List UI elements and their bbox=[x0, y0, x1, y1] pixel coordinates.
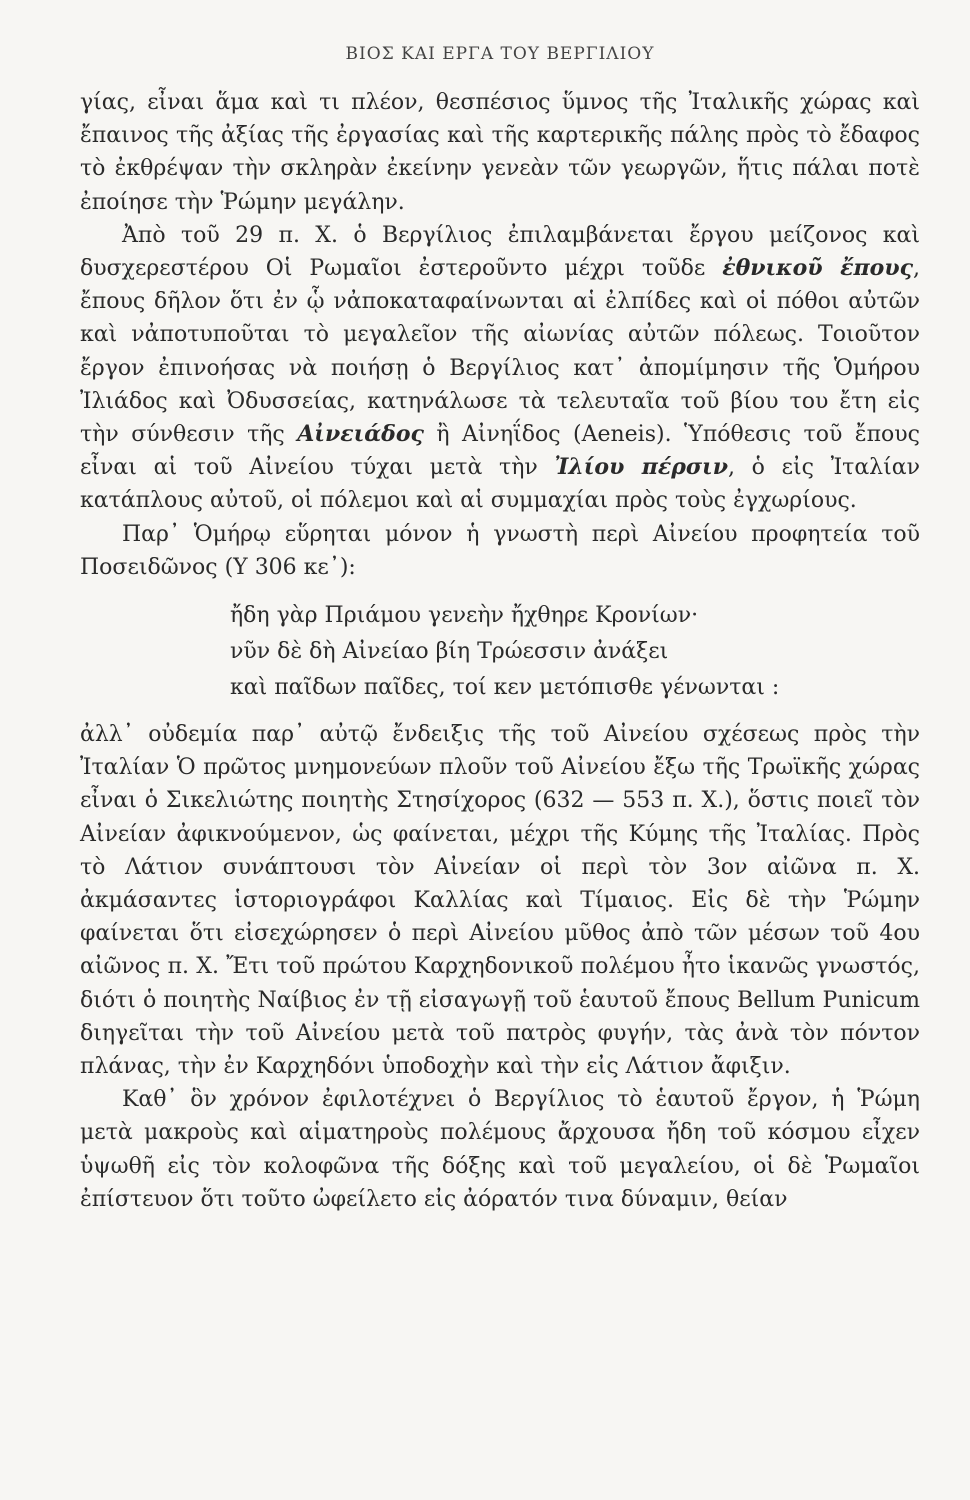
paragraph-2-text-c: , ἔπους δῆλον ὅτι ἐν ᾧ νἀποκαταφαίνωνται αἱ ἐλπίδες καὶ οἱ πόθοι αὐτῶν καὶ νἀποτυποῦται τὸ μεγαλεῖον τῆς αἰωνίας αὐτῶν πόλεως. Τοιοῦτον ἔργον ἐπινοήσας νὰ ποιήσῃ ὁ Βεργίλιος κατ᾿ ἀπομίμησιν τῆς Ὁμήρου Ἰλιάδος καὶ Ὀδυσσείας, κατηνάλωσε τὰ τελευταῖα τοῦ βίου του ἔτη εἰς τὴν σύνθεσιν τῆς bbox=[80, 256, 920, 448]
verse-line: καὶ παῖδων παῖδες, τοί κεν μετόπισθε γένωνται : bbox=[230, 675, 780, 701]
paragraph-2 bbox=[80, 219, 920, 518]
emphasis-iliou-persin: Ἰλίου πέρσιν bbox=[554, 454, 728, 481]
paragraph-4: ἀλλ᾿ οὐδεμία παρ᾿ αὐτῷ ἔνδειξις τῆς τοῦ Αἰνείου σχέσεως πρὸς τὴν Ἰταλίαν Ὁ πρῶτος μνημονεύων πλοῦν τοῦ Αἰνείου ἔξω τῆς Τρωϊκῆς χώρας εἶναι ὁ Σικελιώτης ποιητὴς Στησίχορος (632 — 553 π. Χ.), ὅστις ποιεῖ τὸν Αἰνείαν ἀφικνούμενον, ὡς φαίνεται, μέχρι τῆς Κύμης τῆς Ἰταλίας. Πρὸς τὸ Λάτιον συνάπτουσι τὸν Αἰνείαν οἱ περὶ τὸν 3ον αἰῶνα π. Χ. ἀκμάσαντες ἱστοριογράφοι Καλλίας καὶ Τίμαιος. Εἰς δὲ τὴν Ῥώμην φαίνεται ὅτι εἰσεχώρησεν ὁ περὶ Αἰνείου μῦθος ἀπὸ τῶν μέσων τοῦ 4ου αἰῶνος π. Χ. Ἔτι τοῦ πρώτου Καρχηδονικοῦ πολέμου ἦτο ἱκανῶς γνωστός, διότι ὁ ποιητὴς Ναίβιος ἐν τῇ εἰσαγωγῇ τοῦ ἑαυτοῦ ἔπους Bellum Punicum διηγεῖται τὴν τοῦ Αἰνείου μετὰ τοῦ πατρὸς φυγήν, τὰς ἀνὰ τὸν πόντον πλάνας, τὴν ἐν Καρχηδόνι ὑποδοχὴν καὶ τὴν εἰς Λάτιον ἄφιξιν. bbox=[80, 722, 920, 1080]
paragraph-1: γίας, εἶναι ἅμα καὶ τι πλέον, θεσπέσιος ὕμνος τῆς Ἰταλικῆς χώρας καὶ ἔπαινος τῆς ἀξίας τῆς ἐργασίας καὶ τῆς καρτερικῆς πάλης πρὸς τὸ ἔδαφος τὸ ἐκθρέψαν τὴν σκληρὰν ἐκείνην γενεὰν τῶν γεωργῶν, ἥτις πάλαι ποτὲ ἐποίησε τὴν Ῥώμην μεγάλην. bbox=[80, 90, 920, 215]
paragraph-2-text-a: Ἀπὸ τοῦ 29 π. Χ. ὁ Βεργίλιος ἐπιλαμβάνεται ἔργου μείζονος καὶ δυσχερεστέρου Οἱ Ρωμαῖοι ἐστεροῦντο μέχρι τοῦδε bbox=[80, 222, 920, 282]
paragraph-2-text-e: ἢ Αἰνηΐδος (Aeneis). Ὑπόθεσις τοῦ ἔπους εἶναι αἱ τοῦ Αἰνείου τύχαι μετὰ τὴν bbox=[80, 422, 920, 481]
verse-line: ἤδη γὰρ Πριάμου γενεὴν ἤχθηρε Κρονίων· bbox=[230, 603, 699, 629]
verse-line: νῦν δὲ δὴ Αἰνείαο βίη Τρώεσσιν ἀνάξει bbox=[230, 639, 669, 665]
emphasis-ethnikou-epous: ἐθνικοῦ ἔπους bbox=[722, 255, 913, 282]
running-header: ΒΙΟΣ ΚΑΙ ΕΡΓΑ ΤΟΥ ΒΕΡΓΙΛΙΟΥ bbox=[345, 44, 655, 64]
emphasis-aineiados: Αἰνειάδος bbox=[297, 421, 424, 448]
paragraph-2-text-g: , ὁ εἰς Ἰταλίαν κατάπλους αὐτοῦ, οἱ πόλεμοι καὶ αἱ συμμαχίαι πρὸς τοὺς ἐγχωρίους. bbox=[80, 455, 920, 514]
verse-quotation bbox=[230, 598, 920, 706]
paragraph-3: Παρ᾿ Ὁμήρῳ εὕρηται μόνον ἡ γνωστὴ περὶ Αἰνείου προφητεία τοῦ Ποσειδῶνος (Υ 306 κε᾿): bbox=[80, 521, 920, 580]
paragraph-5: Καθ᾿ ὃν χρόνον ἐφιλοτέχνει ὁ Βεργίλιος τὸ ἑαυτοῦ ἔργον, ἡ Ῥώμη μετὰ μακροὺς καὶ αἱματηροὺς πολέμους ἄρχουσα ἤδη τοῦ κόσμου εἶχεν ὑψωθῆ εἰς τὸν κολοφῶνα τῆς δόξης καὶ τοῦ μεγαλείου, οἱ δὲ Ῥωμαῖοι ἐπίστευον ὅτι τοῦτο ὠφείλετο εἰς ἀόρατόν τινα δύναμιν, θείαν bbox=[80, 1087, 920, 1212]
